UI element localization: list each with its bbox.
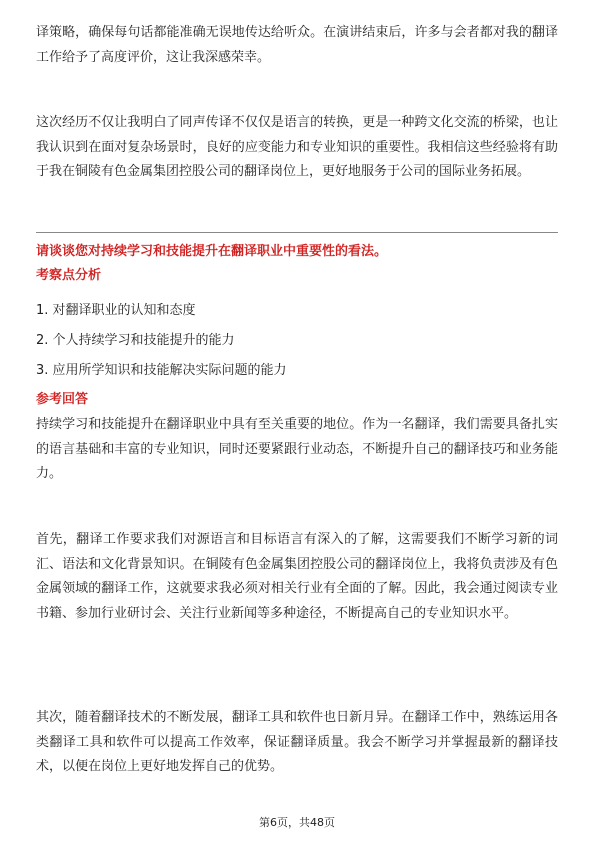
answer-paragraph: 首先，翻译工作要求我们对源语言和目标语言有深入的了解，这需要我们不断学习新的词汇、语法和文化背景知识。在铜陵有色金属集团控股公司的翻译岗位上，我将负责涉及有色金属领域的翻译工作，这就要求我必须对相关行业有全面的了解。因此，我会通过阅读专业书籍、参加行业研讨会、关注行业新闻等多种途径，不断提高自己的专业知识水平。 (36, 532, 558, 621)
analysis-heading: 考察点分析 (36, 268, 102, 283)
analysis-point: 3. 应用所学知识和技能解决实际问题的能力 (36, 363, 287, 378)
answer-paragraph: 其次，随着翻译技术的不断发展，翻译工具和软件也日新月异。在翻译工作中，熟练运用各类翻译工具和软件可以提高工作效率，保证翻译质量。我会不断学习并掌握最新的翻译技术，以便在岗位上更好地发挥自己的优势。 (36, 710, 558, 774)
answer-paragraph: 持续学习和技能提升在翻译职业中具有至关重要的地位。作为一名翻译，我们需要具备扎实的语言基础和丰富的专业知识，同时还要紧跟行业动态，不断提升自己的翻译技巧和业务能力。 (36, 417, 558, 481)
answer-heading: 参考回答 (36, 392, 89, 407)
paragraph-intro-end: 译策略，确保每句话都能准确无误地传达给听众。在演讲结束后，许多与会者都对我的翻译工作给予了高度评价，这让我深感荣幸。 (36, 25, 558, 65)
section-divider (36, 232, 558, 233)
analysis-point: 2. 个人持续学习和技能提升的能力 (36, 333, 235, 348)
analysis-point: 1. 对翻译职业的认知和态度 (36, 303, 196, 318)
interview-question: 请谈谈您对持续学习和技能提升在翻译职业中重要性的看法。 (36, 244, 388, 259)
document-page (36, 0, 558, 842)
analysis-point-list (36, 296, 287, 386)
page-number-footer: 第6页，共48页 (259, 816, 335, 829)
paragraph-intro-reflection: 这次经历不仅让我明白了同声传译不仅仅是语言的转换，更是一种跨文化交流的桥梁，也让我认识到在面对复杂场景时，良好的应变能力和专业知识的重要性。我相信这些经验将有助于我在铜陵有色金属集团控股公司的翻译岗位上，更好地服务于公司的国际业务拓展。 (36, 115, 558, 179)
